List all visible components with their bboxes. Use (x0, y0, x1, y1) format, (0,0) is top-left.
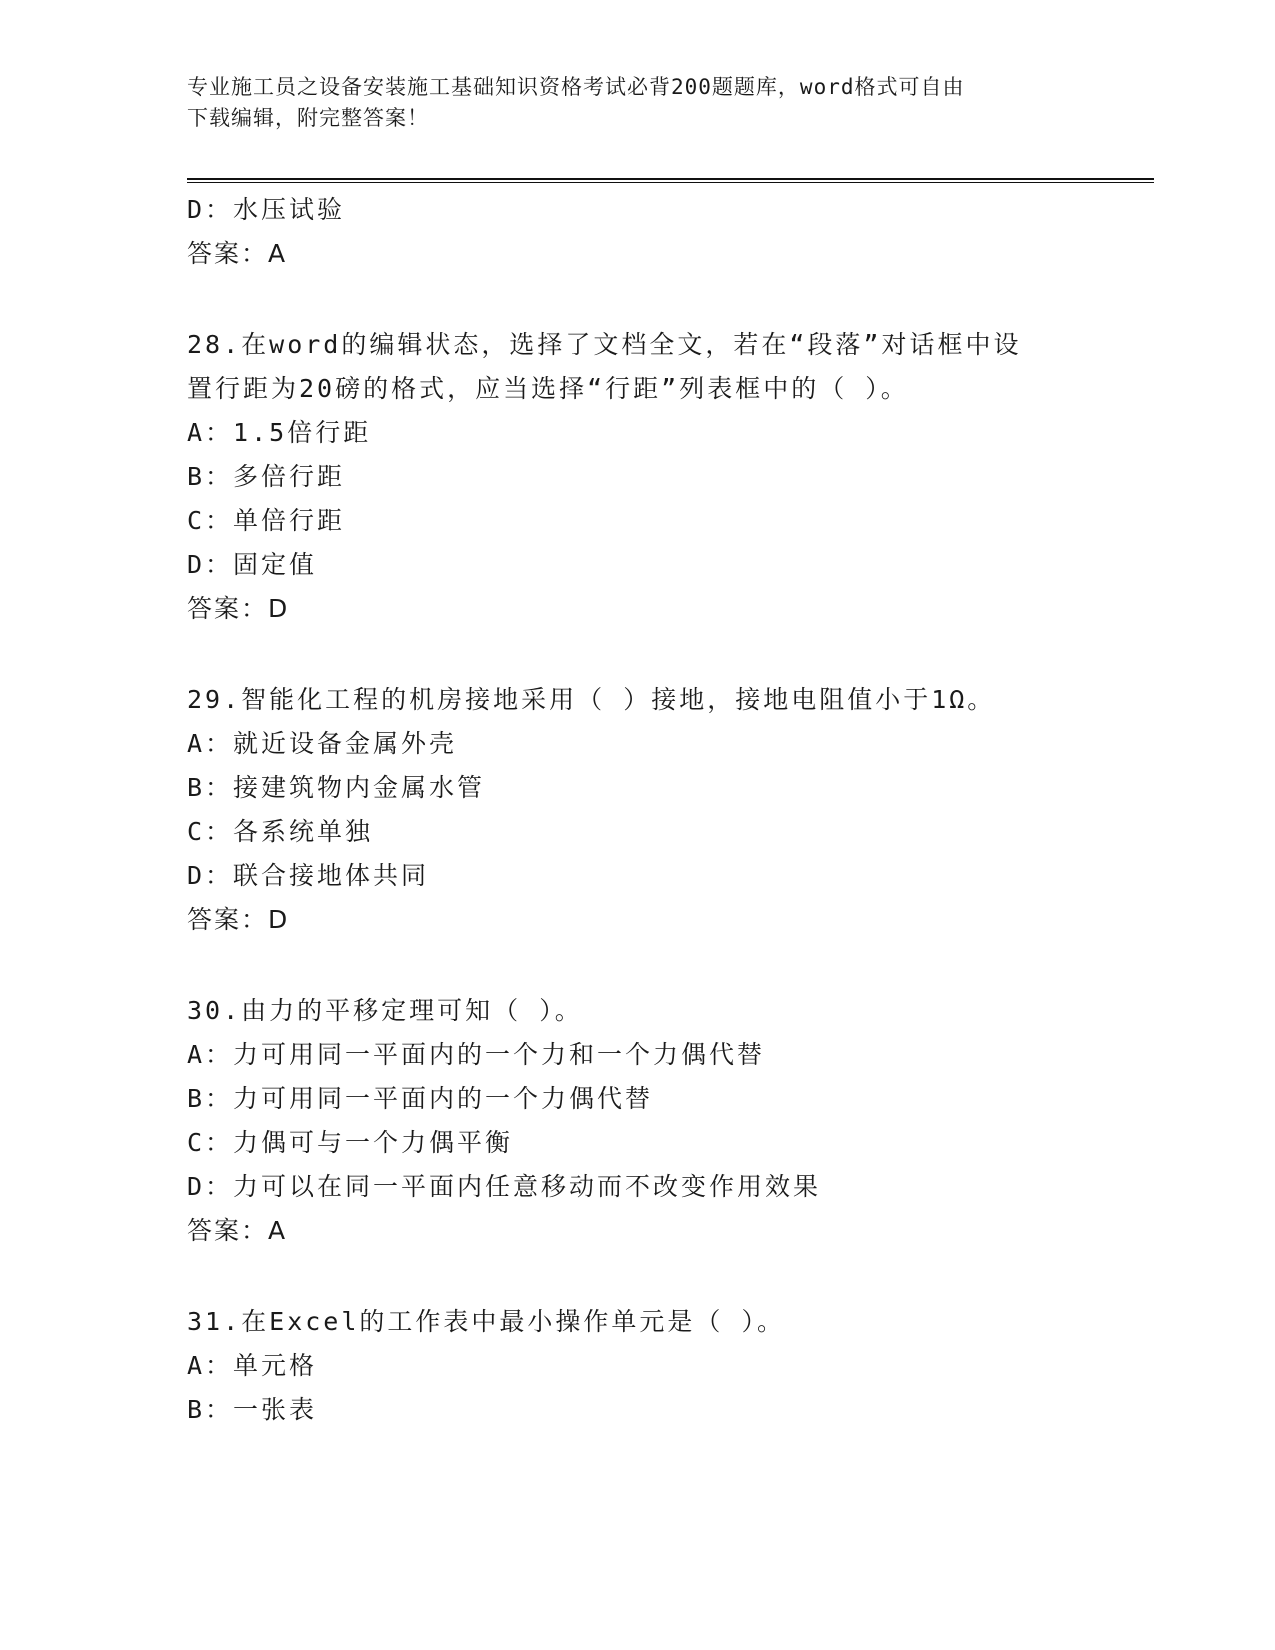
option-a-q28: A：1.5倍行距 (187, 418, 372, 447)
question-30: 30.由力的平移定理可知（ ）。 (187, 996, 583, 1025)
answer-q28: 答案：D (187, 594, 290, 623)
option-b-q31: B：一张表 (187, 1395, 318, 1424)
option-a-q29: A：就近设备金属外壳 (187, 729, 458, 758)
answer-q27: 答案：A (187, 239, 288, 268)
header-divider-thick (187, 178, 1154, 180)
answer-q29: 答案：D (187, 905, 290, 934)
header-line-1: 专业施工员之设备安装施工基础知识资格考试必背200题题库，word格式可自由 (187, 75, 965, 99)
header-divider-thin (187, 182, 1154, 183)
document-header (187, 72, 1087, 134)
answer-q30: 答案：A (187, 1216, 288, 1245)
option-d-q27: D：水压试验 (187, 195, 346, 224)
question-28-line-1: 28.在word的编辑状态，选择了文档全文，若在“段落”对话框中设 (187, 330, 1022, 359)
option-b-q28: B：多倍行距 (187, 462, 346, 491)
option-a-q30: A：力可用同一平面内的一个力和一个力偶代替 (187, 1040, 766, 1069)
option-c-q30: C：力偶可与一个力偶平衡 (187, 1128, 514, 1157)
option-d-q30: D：力可以在同一平面内任意移动而不改变作用效果 (187, 1172, 822, 1201)
header-line-2: 下载编辑，附完整答案！ (187, 106, 429, 130)
option-c-q29: C：各系统单独 (187, 817, 374, 846)
question-31: 31.在Excel的工作表中最小操作单元是（ ）。 (187, 1307, 785, 1336)
option-b-q30: B：力可用同一平面内的一个力偶代替 (187, 1084, 654, 1113)
option-d-q29: D：联合接地体共同 (187, 861, 430, 890)
option-a-q31: A：单元格 (187, 1351, 318, 1380)
question-29: 29.智能化工程的机房接地采用（ ）接地，接地电阻值小于1Ω。 (187, 685, 996, 714)
option-b-q29: B：接建筑物内金属水管 (187, 773, 486, 802)
option-d-q28: D：固定值 (187, 550, 318, 579)
question-28-line-2: 置行距为20磅的格式，应当选择“行距”列表框中的（ ）。 (187, 374, 909, 403)
option-c-q28: C：单倍行距 (187, 506, 346, 535)
